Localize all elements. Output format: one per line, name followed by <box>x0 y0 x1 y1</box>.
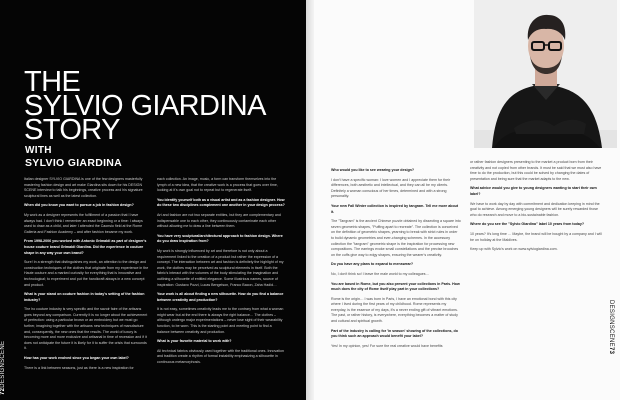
spread-gutter <box>306 0 314 400</box>
body-paragraph: Keep up with Sylvio's work on www.sylviogiardina.com. <box>470 247 558 252</box>
headline-line: SYLVIO GIARDINA <box>24 90 266 122</box>
body-paragraph: Sure! In a strength that distinguishes my work, an attention to the design and construction techniques of the clothes that originate from my experience in the Haute couture and a marked curiosity for everything that is innovative and technological; to experiment and put the handicraft always in a new concept and product. <box>24 260 149 287</box>
interview-question: What advice would you give to young designers wanting to start their own label? <box>470 186 597 196</box>
body-paragraph: each collection. An image, music, a form can transform themselves into the lymph of a new idea, that the creative work is a process that goes over time, looking at it's own goal not to repeat but to regenerate itself. <box>157 177 278 193</box>
interview-question: How has your work evolved since you began your own label? <box>24 356 129 361</box>
page-folio-right <box>604 300 614 392</box>
left-column-1 <box>24 177 149 377</box>
headline-line: STORY <box>24 114 120 146</box>
interview-question: Your new Fall Winter collection is inspired by tangram. Tell me more about it. <box>331 203 459 214</box>
interview-question: Who would you like to see wearing your design? <box>331 168 415 172</box>
interview-question: From 1998-2006 you worked with Antonio Grimaldi as part of designer's house couture brand Grimaldi Giardina. Did the experience in couture shape in any way your own brand? <box>24 239 147 255</box>
page-number: 72 <box>0 387 6 395</box>
right-column-2 <box>470 160 603 310</box>
page-folio-left <box>0 305 16 395</box>
interview-question: You have very sculptural/architectural approach to fashion design. Where do you draw inspiration from? <box>157 233 283 244</box>
interview-question: Your work is all about finding a new silhouette. How do you find a balance between creativity and production? <box>157 292 284 302</box>
right-column-1 <box>331 168 461 393</box>
article-headline <box>24 66 294 146</box>
interview-question: What is your favorite material to work with? <box>157 339 232 344</box>
body-paragraph: All technical fabrics obviously used together with the traditional ones. Innovation and tradition create a rhythm of formal instability emphasizing a silhouette in continuous metamorphosis. <box>157 348 285 365</box>
body-paragraph: There is a link between seasons, just as there is a new inspiration for <box>24 365 134 370</box>
body-paragraph: Art and fashion are not two separate entities, but they are complementary and indispensable one to each other, they continuously contaminate each other without allowing me to draw a line between them. <box>157 212 281 229</box>
interview-question: When did you know you want to pursue a job in fashion design? <box>24 203 134 208</box>
interview-question: Where do you see the "Sylvio Giardina" label 10 years from today? <box>470 222 585 227</box>
body-paragraph: Yes! In my opinion, yes! For sure the real creative would have benefits <box>331 343 443 348</box>
body-paragraph: 10 years? It's long time … Maybe, the brand will be bought by a company and I will be on holiday at the Maldives. <box>470 231 602 242</box>
interview-question: Do you have any plans to expand to menswear? <box>331 262 414 267</box>
interview-question: What is your stand on couture fashion in today's setting of the fashion industry? <box>24 292 145 302</box>
headline-line: THE <box>24 66 81 98</box>
interview-question: You are based in Rome, but you also present your collections in Paris. How much does the city of Rome itself play part in your collections? <box>331 281 460 292</box>
right-page <box>314 0 620 400</box>
interview-question: You identify yourself both as a visual artist and as a fashion designer. How do these two disciplines complement one another in your design process? <box>157 197 285 208</box>
body-paragraph: My work is strongly influenced by art and therefore is not only about a requirement linked to the creation of a product but rather the expression of a concept. The interaction between art and fashion is definitely the highlight of my work, the clothes may be perceived as sculptural elements in itself. Both the fabric's interact with the volumes of the body stimulating the imagination and outlining a silhouette of entitled elegance. Some illustrious names, source of inspiration: Gustavo Pozzi, Lucas Bengelson, Franco Bacon, Zaha Hadid… <box>157 248 284 287</box>
body-paragraph: We have to work day by day with commitment and dedication keeping in mind the goal to achieve. Among emerging young designers will be surely rewarded those who do research and move to a bio-sustainable fashion. <box>470 201 600 217</box>
folio-word: DESIGNSCENE <box>608 300 614 347</box>
body-paragraph: Rome is the origin… I was born in Paris, I have an emotional bond with this city where I lived during the first years of my childhood. Rome represents my everyday, is the essence of my days, it's a never ending gift of vibrant emotions. The past, or rather history, is everywhere, everything becomes a matter of study and cultural and spiritual growth. <box>331 296 458 324</box>
body-paragraph: It is not easy, sometimes creativity leads me to the contrary from what a woman might wear but at the end there is always the right balance… The clothes – although undergo major experimentations – never lose sight of their wearability function, to be worn. This is the starting point and meeting point to find a balance between creativity and production. <box>157 307 284 334</box>
left-column-2 <box>157 177 285 377</box>
folio-word: DESIGNSCENE <box>0 340 6 388</box>
body-paragraph: or rather fashion designers presenting to the market a product born from their creativity and not copied from other brands. It must be said that we must also have time to do the production, but this could be solved by changing the dates of presentation and being sure that the market adapts to the new. <box>470 160 602 181</box>
interview-question: Part of the industry is calling for 'in season' showing of the collections, do you think such an approach would benefit your label? <box>331 328 458 339</box>
left-page <box>0 0 306 400</box>
portrait-photo-icon <box>474 0 617 148</box>
body-paragraph: No, I don't think so! I leave the male world to my colleagues… <box>331 271 430 276</box>
body-paragraph: I don't have a specific woman: I love women and I appreciate them for their differences, both aesthetic and intellectual, and they can all be my clients. Definitely a woman conscious of her times, determined and with a strong personality. <box>331 177 451 199</box>
body-paragraph: My work as a designer represents the fulfillment of a passion that I have always had. I don't think I remember an exact beginning or a time: I always used to draw as a child, and later I attended the Caonsio field at the Rome Galleria and Fashion Academy – and after fashion became my work. <box>24 212 143 234</box>
body-paragraph: The "Tangram" is the ancient Chinese puzzle obtained by dissecting a square into seven geometric shapes, "Puffing apart to recreate". The collection is conceived on the definition of geometric shapes, yearning to break with strict rules in order to build dynamic geometries and ever-changing schemes. In the accessory collection the "tangram" geometric shape is the inspiration for processing new compositions. The earrings evoke small constellations and the precise brooches on the cuffs give way to edgy shapes, ensuring the wearer's creativity. <box>331 219 461 257</box>
portrait-photo <box>474 0 617 148</box>
body-paragraph: The ho couture industry is very specific and the savoir faire of the artisans goes beyond any comparison. Currently it is no longer about the achievement of perfection: using a particular brown or an embroidery but we must go further, imagining together with the artisans new techniques of manufacture and, consequently, the new ones that the results. The world of luxury is becoming more and more exclusive and artisanal in time of recession and if it does not anticipate the future it is likely for it to suffer the crisis that surrounds it. <box>24 307 148 351</box>
page-number: 73 <box>608 346 614 355</box>
with-label: WITH <box>25 145 52 156</box>
body-paragraph: Italian designer SYLVIO GIARDINA is one of the few designers masterfully mastering fashion design and art make Giardina sits down for his DESIGN SCENE interview to talk his beginnings, creative process and his signature sculptural lines as well as the latest collection. <box>24 177 143 198</box>
byline: SYLVIO GIARDINA <box>25 157 123 169</box>
